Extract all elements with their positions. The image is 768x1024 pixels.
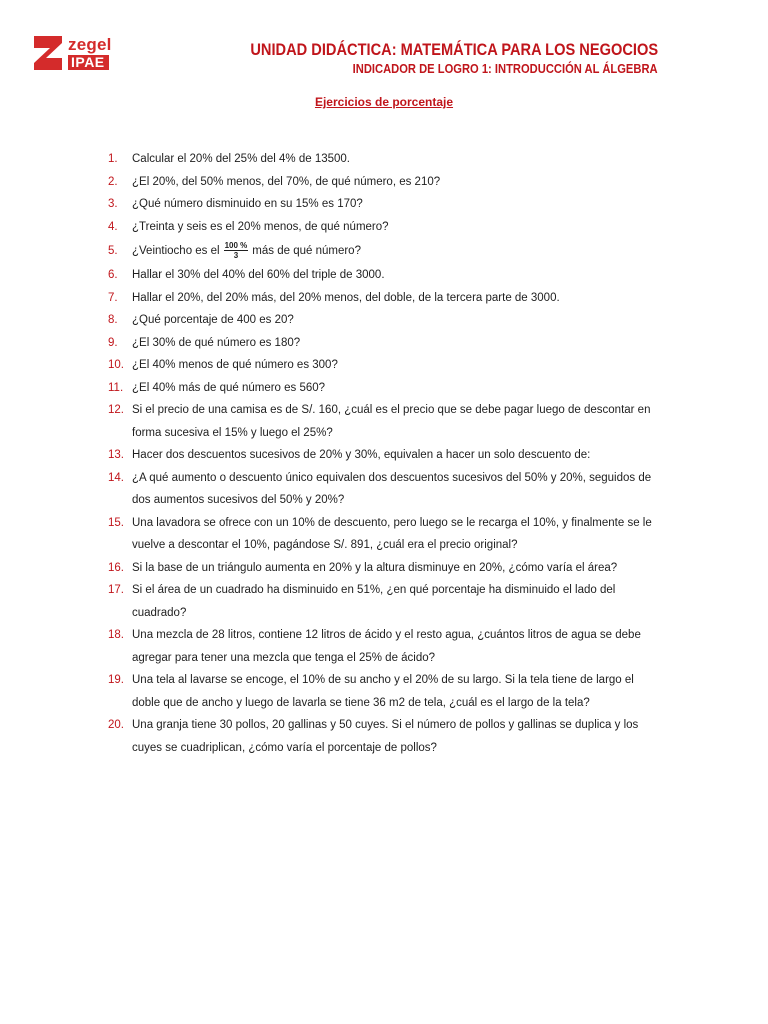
exercise-text: Hallar el 30% del 40% del 60% del triple de 3000. (132, 269, 385, 281)
exercise-text: ¿El 40% más de qué número es 560? (132, 381, 326, 394)
exercise-item (100, 467, 660, 512)
exercise-item (100, 332, 660, 355)
exercise-number: 10. (108, 359, 124, 371)
exercise-item (100, 399, 660, 444)
exercise-item (100, 354, 660, 377)
exercise-text: Una mezcla de 28 litros, contiene 12 litros de ácido y el resto agua, ¿cuántos litros de agua se debe agregar para tener una mezcla que tenga el 25% de ácido? (132, 629, 641, 664)
exercise-item (100, 216, 660, 239)
exercise-text: Si el área de un cuadrado ha disminuido en 51%, ¿en qué porcentaje ha disminuido el lado del cuadrado? (132, 584, 616, 619)
exercise-text: Hacer dos descuentos sucesivos de 20% y 30%, equivalen a hacer un solo descuento de: (132, 449, 591, 461)
document-subtitle: INDICADOR DE LOGRO 1: INTRODUCCIÓN AL ÁLGEBRA (353, 61, 658, 76)
exercise-item (100, 624, 660, 669)
exercise-number: 16. (108, 561, 124, 574)
exercise-number: 4. (108, 220, 118, 233)
exercise-number: 19. (108, 674, 124, 686)
exercise-text-before: ¿Veintiocho es el (132, 245, 220, 257)
exercise-item (100, 171, 660, 194)
exercise-number: 14. (108, 471, 124, 484)
exercise-number: 6. (108, 269, 118, 281)
exercise-item (100, 444, 660, 467)
exercise-text: Si la base de un triángulo aumenta en 20% y la altura disminuye en 20%, ¿cómo varía el área? (132, 561, 618, 574)
exercise-item (100, 512, 660, 557)
exercise-number: 20. (108, 719, 124, 731)
exercise-text: ¿El 20%, del 50% menos, del 70%, de qué número, es 210? (132, 175, 441, 188)
exercise-item (100, 238, 660, 264)
fraction-numerator: 100 % (224, 241, 248, 251)
exercise-text-after: más de qué número? (252, 245, 361, 257)
zegel-z-logo-icon (34, 36, 62, 70)
exercise-number: 13. (108, 449, 124, 461)
exercise-list (100, 148, 660, 759)
exercise-number: 7. (108, 291, 118, 304)
exercise-number: 17. (108, 584, 124, 596)
exercise-text: Calcular el 20% del 25% del 4% de 13500. (132, 153, 351, 165)
exercise-number: 3. (108, 198, 118, 210)
logo-ipae-text: IPAE (68, 55, 109, 70)
exercise-number: 2. (108, 175, 118, 188)
exercise-number: 5. (108, 245, 118, 257)
exercise-text: ¿El 40% menos de qué número es 300? (132, 359, 338, 371)
exercise-item (100, 148, 660, 171)
exercise-text: Una tela al lavarse se encoge, el 10% de su ancho y el 20% de su largo. Si la tela tiene de largo el doble que de ancho y luego de lavarla se tiene 36 m2 de tela, ¿cuál es el largo de la tela? (132, 674, 634, 709)
exercise-text: Si el precio de una camisa es de S/. 160, ¿cuál es el precio que se debe pagar luego de descontar en forma sucesiva el 15% y luego el 25%? (132, 404, 651, 439)
exercise-text: Una lavadora se ofrece con un 10% de descuento, pero luego se le recarga el 10%, y finalmente se le vuelve a descontar el 10%, pagándose S/. 891, ¿cuál era el precio original? (132, 516, 652, 551)
exercise-number: 15. (108, 516, 124, 529)
exercise-number: 1. (108, 153, 118, 165)
exercise-text: Hallar el 20%, del 20% más, del 20% menos, del doble, de la tercera parte de 3000. (132, 291, 560, 304)
section-title: Ejercicios de porcentaje (314, 95, 454, 109)
exercise-text: ¿El 30% de qué número es 180? (132, 336, 301, 349)
exercise-text: Una granja tiene 30 pollos, 20 gallinas y 50 cuyes. Si el número de pollos y gallinas se duplica y los cuyes se cuadriplican, ¿cómo varía el porcentaje de pollos? (132, 719, 639, 754)
exercise-text: ¿Treinta y seis es el 20% menos, de qué número? (132, 220, 389, 233)
exercise-text: ¿A qué aumento o descuento único equivalen dos descuentos sucesivos del 50% y 20%, seguidos de dos aumentos sucesivos del 50% y 20%? (132, 471, 652, 506)
exercise-number: 8. (108, 314, 118, 326)
zegel-ipae-logo (34, 36, 124, 72)
exercise-item (100, 557, 660, 580)
exercise-number: 11. (108, 381, 124, 394)
exercise-item (100, 287, 660, 310)
logo-zegel-text: zegel (68, 35, 112, 54)
document-title: UNIDAD DIDÁCTICA: MATEMÁTICA PARA LOS NEGOCIOS (250, 40, 658, 59)
exercise-item (100, 309, 660, 332)
exercise-item (100, 193, 660, 216)
exercise-item (100, 669, 660, 714)
exercise-number: 9. (108, 336, 118, 349)
fraction (224, 241, 249, 260)
exercise-number: 18. (108, 629, 124, 641)
fraction-denominator: 3 (233, 251, 239, 261)
exercise-item (100, 579, 660, 624)
exercise-item (100, 714, 660, 759)
exercise-text: ¿Qué número disminuido en su 15% es 170? (132, 198, 363, 210)
exercise-item (100, 377, 660, 400)
exercise-item (100, 264, 660, 287)
exercise-number: 12. (108, 404, 124, 416)
exercise-text: ¿Qué porcentaje de 400 es 20? (132, 314, 294, 326)
